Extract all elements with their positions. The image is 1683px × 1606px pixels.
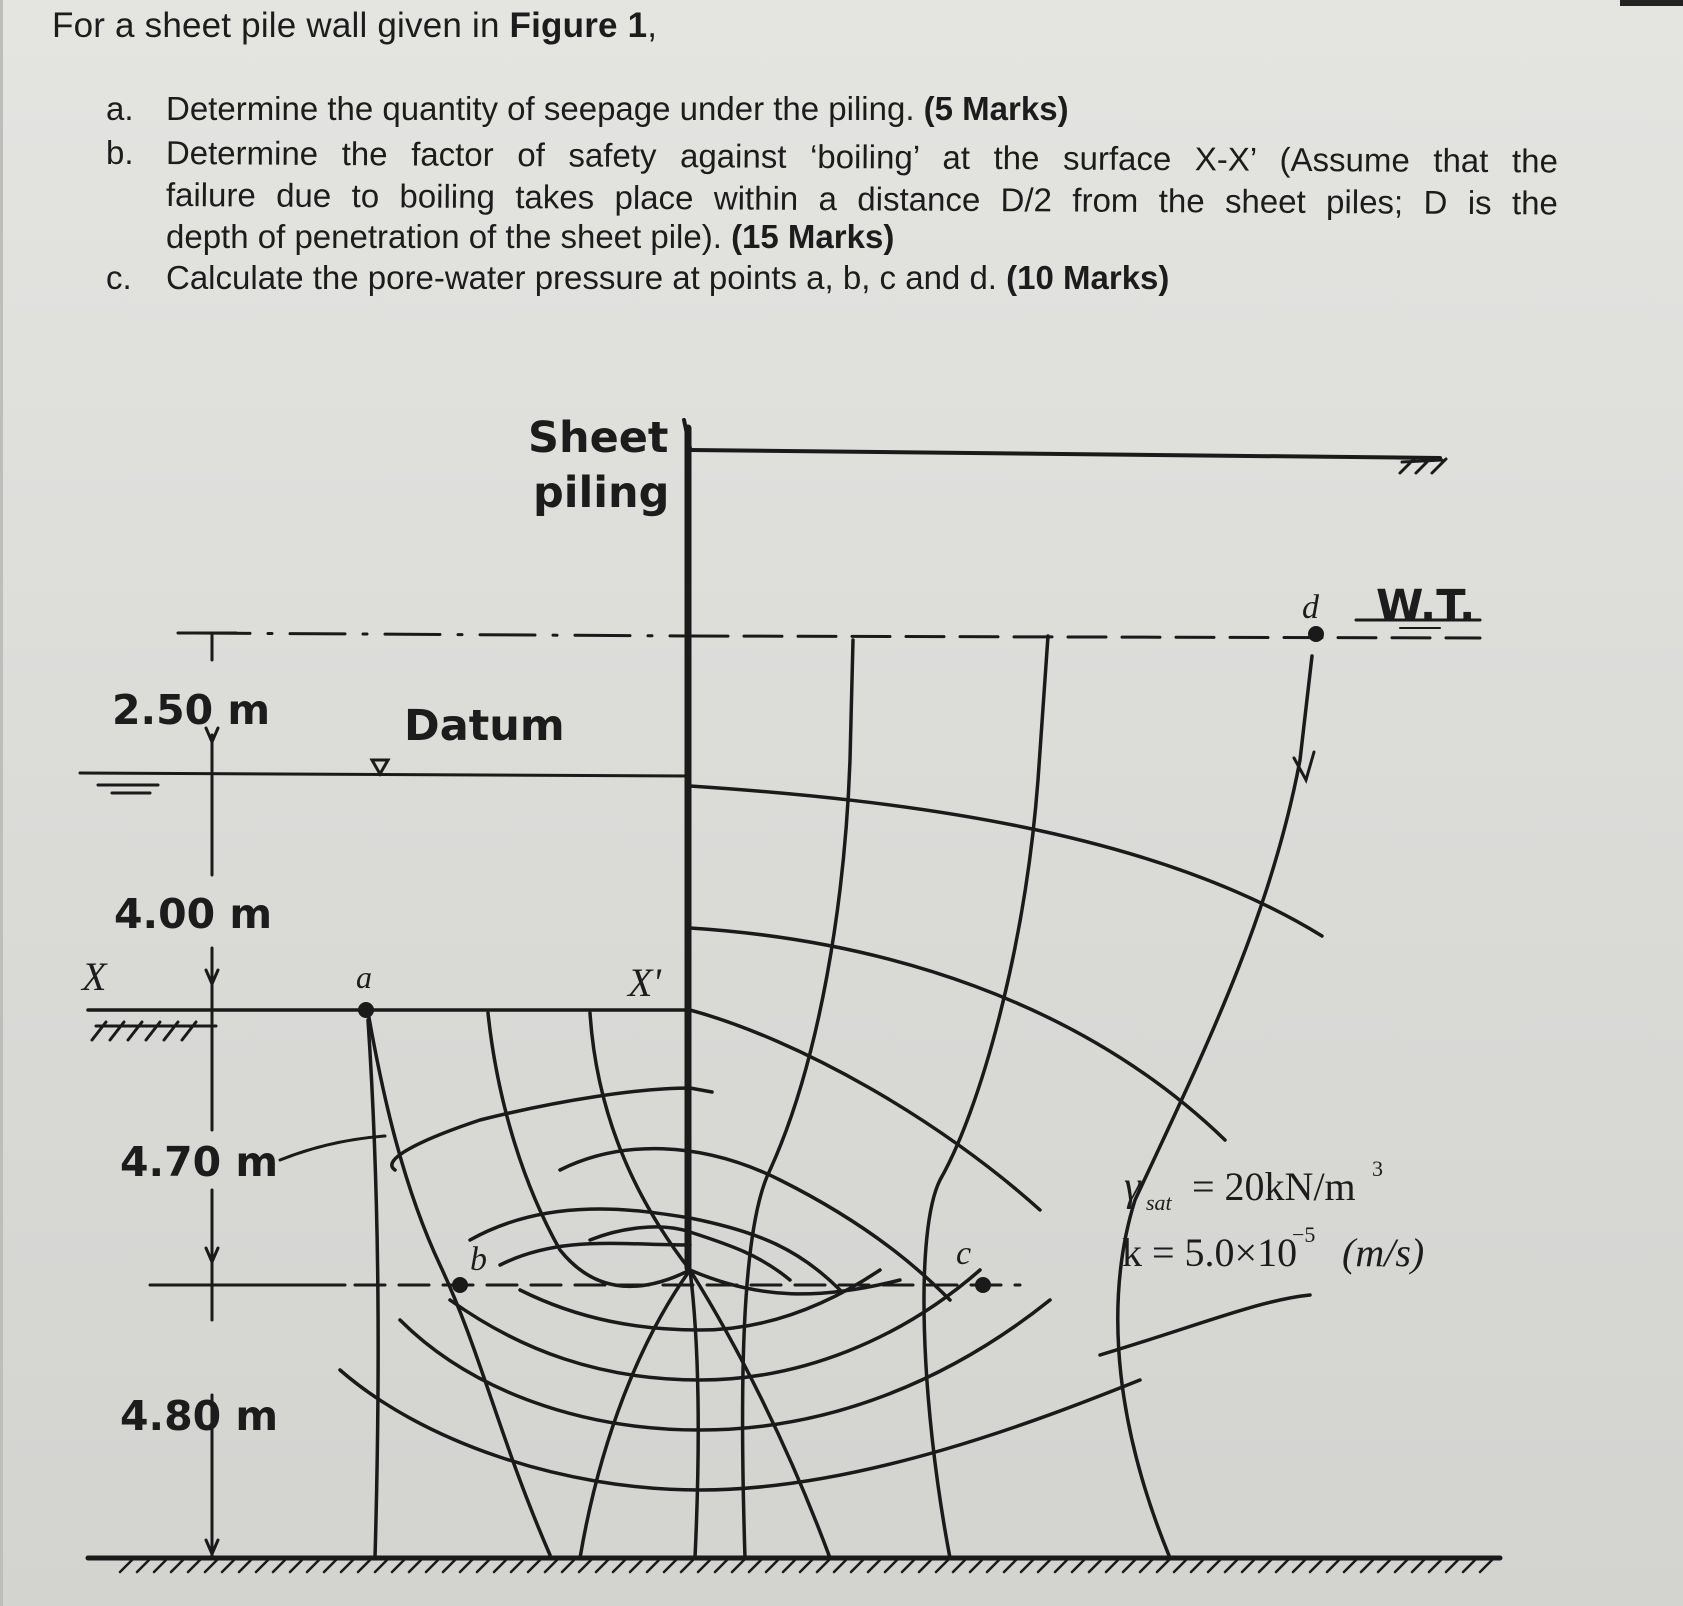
dimension-2-50: 2.50 m [112,686,271,734]
k-value: k = 5.0×10 [1122,1230,1298,1275]
gamma-exponent: 3 [1372,1156,1383,1181]
upstream-water-table [195,620,1480,638]
gamma-subscript: sat [1146,1190,1172,1215]
question-c-marks: (10 Marks) [1006,259,1170,296]
k-exponent: −5 [1292,1222,1316,1247]
gamma-symbol: γ [1124,1164,1141,1210]
figure-reference: Figure 1 [509,6,648,45]
point-d-dot [1308,626,1324,642]
intro-suffix: , [647,6,658,45]
downstream-ground-surface [88,1010,690,1040]
question-a-label: a. [106,90,134,127]
datum-label: Datum [404,701,565,751]
dimension-4-70: 4.70 m [120,1138,279,1186]
question-c-label: c. [106,259,132,296]
point-c-dot [975,1277,991,1293]
x-right-label: X' [628,960,661,1005]
point-c-label: c [956,1235,972,1272]
question-b-marks: (15 Marks) [731,218,895,255]
gamma-value: = 20kN/m [1192,1164,1356,1209]
datum-tailwater-line [80,760,690,793]
point-b-label: b [470,1241,487,1278]
question-b-label: b. [106,134,134,171]
question-b-line-3: depth of penetration of the sheet pile). [166,218,732,255]
wt-label: W.T. [1376,581,1476,631]
dimension-4-00: 4.00 m [114,890,273,938]
question-a-marks: (5 Marks) [923,90,1069,127]
x-left-label: X [82,954,107,999]
dimension-4-80: 4.80 m [120,1392,279,1440]
impervious-layer [88,1558,1500,1572]
point-a-label: a [356,959,372,995]
k-unit: (m/s) [1342,1230,1425,1275]
sheet-piling [684,420,690,1268]
point-b-dot [452,1277,468,1293]
upstream-ground-surface [690,450,1446,473]
question-b-line-2: failure due to boiling takes place within a distance D/2 from the sheet piles; D is the [165,176,1558,222]
intro-text: For a sheet pile wall given in [52,6,510,45]
sheet-label-2: piling [533,468,670,518]
point-d-label: d [1302,589,1319,626]
question-c-text: Calculate the pore-water pressure at points a, b, c and d. [166,259,1007,296]
question-b-line-1: Determine the factor of safety against ‘boiling’ at the surface X-X’ (Assume that the [165,134,1558,180]
question-a-text: Determine the quantity of seepage under the piling. [166,90,924,127]
sheet-label-1: Sheet [528,413,669,463]
point-a-dot [358,1002,374,1018]
